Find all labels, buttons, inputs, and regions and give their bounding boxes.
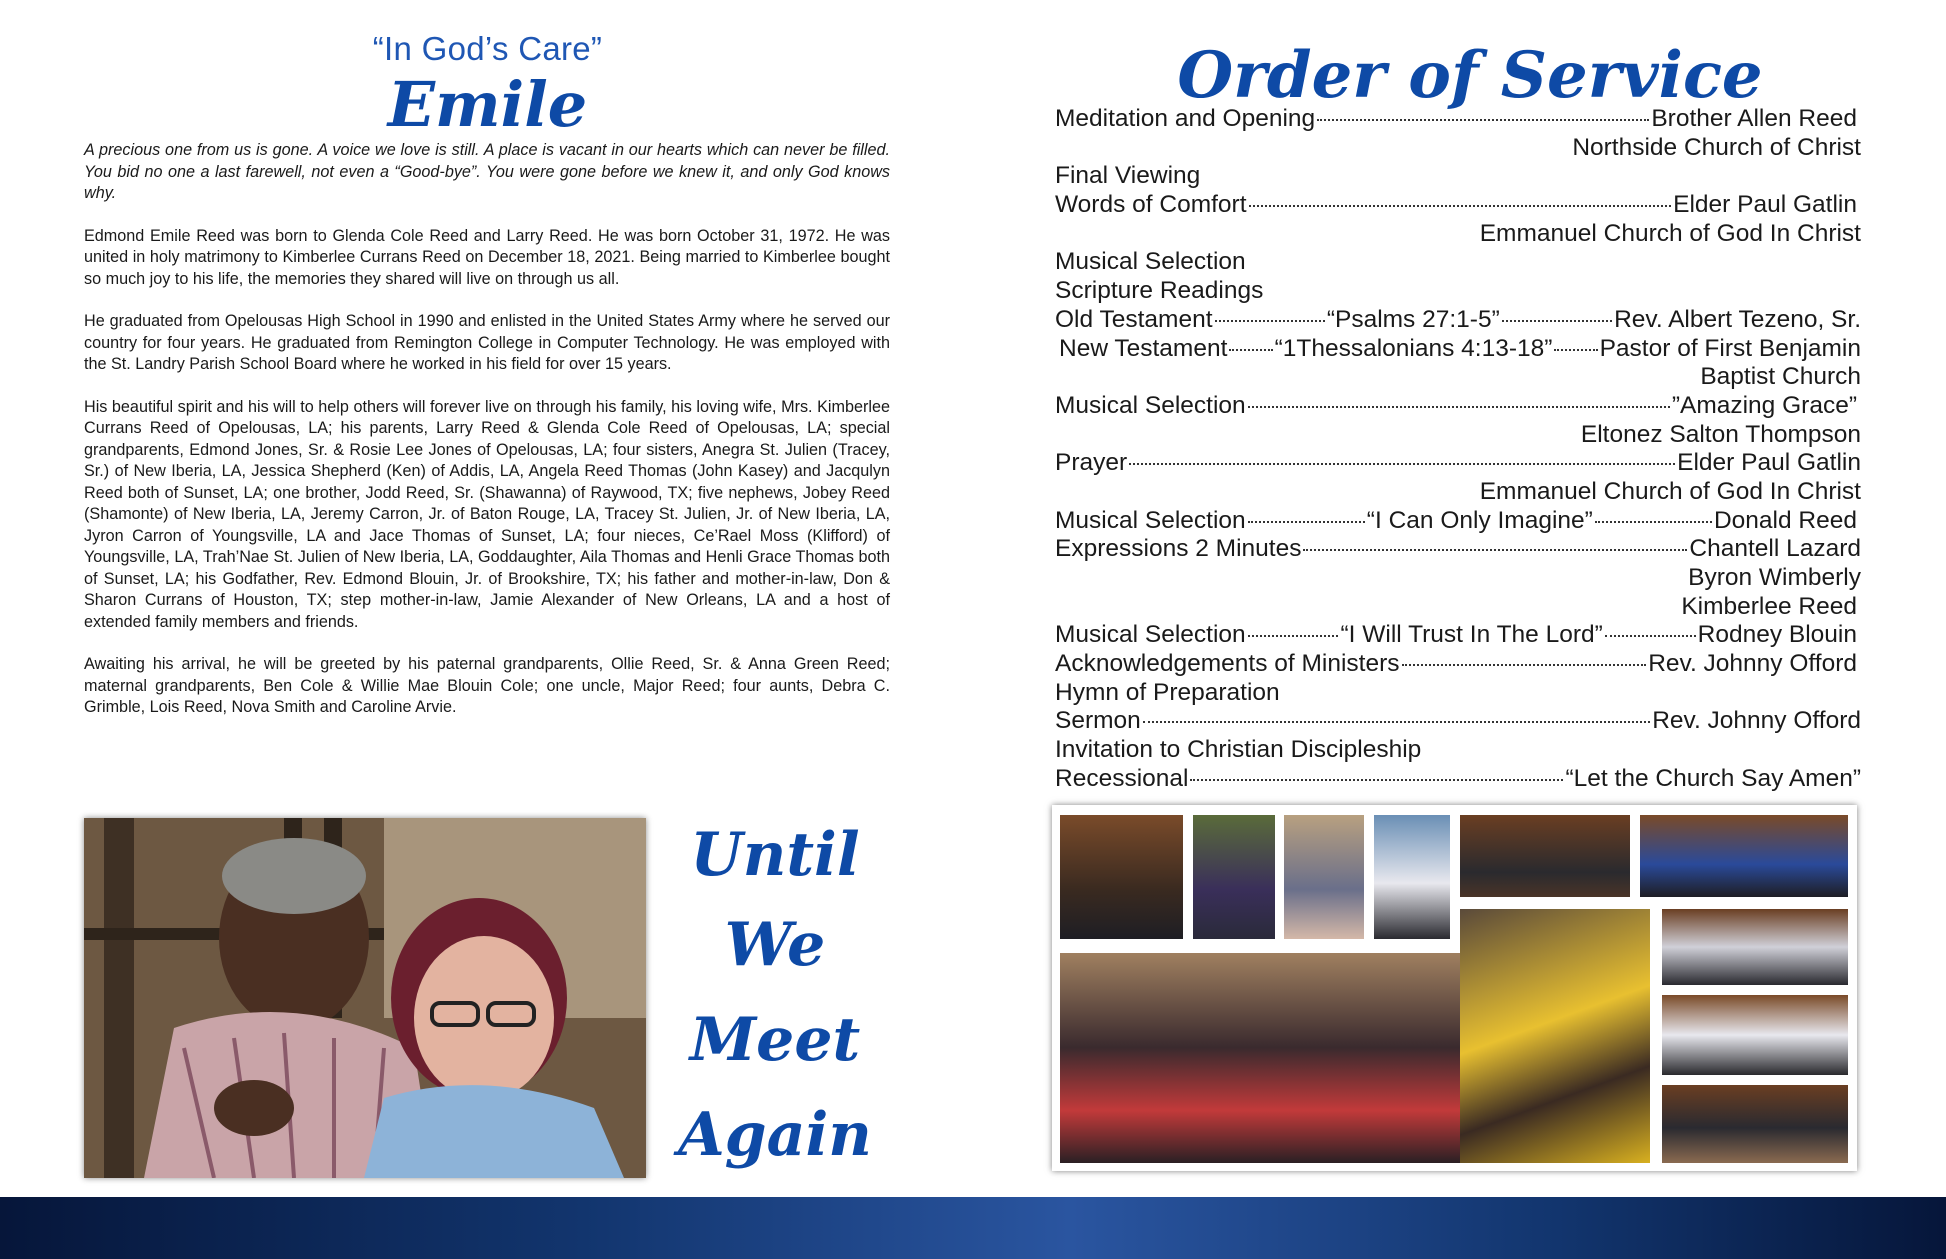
- service-row: Words of Comfort Elder Paul Gatlin: [1055, 191, 1857, 219]
- service-row: Musical Selection: [1055, 248, 1246, 276]
- service-row: Hymn of Preparation: [1055, 678, 1280, 706]
- obituary-paragraph: Awaiting his arrival, he will be greeted by his paternal grandparents, Ollie Reed, Sr. & Anna Green Reed; maternal grandparents, Ben Cole & Willie Mae Blouin Cole; one uncle, Major Reed; four aunts, Debra C. Grimble, Lois Reed, Nova Smith and Caroline Arvie.: [84, 655, 890, 716]
- service-row: Sermon Rev. Johnny Offord: [1055, 707, 1861, 735]
- collage-photo: [1460, 815, 1630, 897]
- service-row: Emmanuel Church of God In Christ: [1479, 477, 1861, 505]
- service-row: Expressions 2 Minutes Chantell Lazard: [1055, 535, 1861, 563]
- subtitle-in-gods-care: “In God’s Care”: [372, 30, 603, 67]
- service-row: Recessional “Let the Church Say Amen”: [1055, 764, 1861, 792]
- service-row: Scripture Readings: [1055, 277, 1264, 305]
- service-row: Final Viewing: [1055, 162, 1201, 190]
- service-row: Meditation and Opening Brother Allen Reed: [1055, 105, 1857, 132]
- deceased-name: Emile: [387, 68, 588, 141]
- service-row: Acknowledgements of Ministers Rev. Johnny Offord: [1055, 650, 1857, 678]
- collage-photo: [1662, 1085, 1848, 1163]
- bottom-decorative-band: [0, 1197, 1946, 1259]
- collage-photo: [1193, 815, 1275, 939]
- order-of-service-title: Order of Service: [1177, 38, 1763, 113]
- service-row: Invitation to Christian Discipleship: [1055, 736, 1422, 764]
- until-word: Until: [690, 820, 860, 890]
- service-row: Northside Church of Christ: [1572, 133, 1861, 161]
- service-row: Musical Selection ”Amazing Grace”: [1055, 391, 1857, 419]
- couple-photo-illustration: [84, 818, 646, 1178]
- obituary-paragraph: Edmond Emile Reed was born to Glenda Cole Reed and Larry Reed. He was born October 31, 1972. He was united in holy matrimony to Kimberlee Currans Reed on December 18, 2021. Being married to Kimberlee bought so much joy to his life, the memories they shared will live on through us all.: [84, 226, 890, 288]
- service-row: Baptist Church: [1700, 363, 1861, 391]
- service-row: Musical Selection “I Can Only Imagine” Donald Reed: [1055, 506, 1858, 534]
- collage-photo: [1640, 815, 1848, 897]
- service-row: Musical Selection “I Will Trust In The Lord” Rodney Blouin: [1055, 621, 1857, 649]
- couple-photo: [84, 818, 646, 1178]
- collage-photo: [1060, 815, 1183, 939]
- service-row: Emmanuel Church of God In Christ: [1479, 219, 1861, 247]
- service-row: Byron Wimberly: [1688, 564, 1861, 591]
- we-word: We: [724, 910, 826, 980]
- again-word: Again: [678, 1100, 872, 1170]
- obituary-paragraph: His beautiful spirit and his will to help others will forever live on through his family, his loving wife, Mrs. Kimberlee Currans Reed of Opelousas, LA; his parents, Larry Reed & Glenda Cole Reed of Opelousas, LA; special grandparents, Edmond Jones, Sr. & Rosie Lee Jones of Opelousas, LA; four sisters, Anegra St. Julien (Tracey, Sr.) of New Iberia, LA, Jessica Shepherd (Ken) of Addis, LA, Angela Reed Thomas (John Kasey) and Jacqulyn Reed both of Sunset, LA; one brother, Jodd Reed, Sr. (Shawanna) of Raywood, TX; five nephews, Jobey Reed (Shamonte) of New Iberia, LA, Jeremy Carron, Jr. of Baton Rouge, LA, Tracey St. Julien, Jr. of New Iberia, LA, Jyron Carron of Youngsville, LA and Jace Thomas of Sunset, LA; four nieces, Ce’Rael Moss (Klifford) of Youngsville, LA, Trah’Nae St. Julien of New Iberia, LA, Goddaughter, Aila Thomas and Henli Grace Thomas both of Sunset, LA; his Godfather, Rev. Edmond Blouin, Jr. of Brookshire, TX; his father and mother-in-law, Don & Sharon Currans of Houston, TX; step mother-in-law, Jamie Alexander of New Orleans, LA and a host of extended family members and friends.: [84, 397, 890, 631]
- order-of-service-list: [1055, 105, 1861, 794]
- collage-photo: [1060, 953, 1460, 1163]
- service-row: Eltonez Salton Thompson: [1580, 420, 1861, 448]
- obituary-paragraph: He graduated from Opelousas High School in 1990 and enlisted in the United States Army where he served our country for four years. He graduated from Remington College in Computer Technology. He was employed with the St. Landry Parish School Board where he worked in his field for over 15 years.: [84, 312, 890, 373]
- collage-photo: [1284, 815, 1364, 939]
- collage-photo: [1662, 995, 1848, 1075]
- collage-photo: [1374, 815, 1450, 939]
- obituary-text: [84, 140, 890, 740]
- service-row: Old Testament “Psalms 27:1-5” Rev. Albert Tezeno, Sr.: [1055, 305, 1862, 333]
- intro-poem: A precious one from us is gone. A voice we love is still. A place is vacant in our hearts which can never be filled. You bid no one a last farewell, not even a “Good-bye”. You were gone before we knew it, and only God knows why.: [84, 141, 890, 202]
- meet-word: Meet: [689, 1005, 861, 1075]
- photo-collage: [1052, 805, 1857, 1171]
- service-row: Prayer Elder Paul Gatlin: [1055, 449, 1861, 477]
- collage-photo: [1460, 909, 1650, 1163]
- collage-photo: [1662, 909, 1848, 985]
- service-row: New Testament “1Thessalonians 4:13-18” Pastor of First Benjamin: [1059, 334, 1862, 362]
- service-row: Kimberlee Reed: [1681, 592, 1857, 620]
